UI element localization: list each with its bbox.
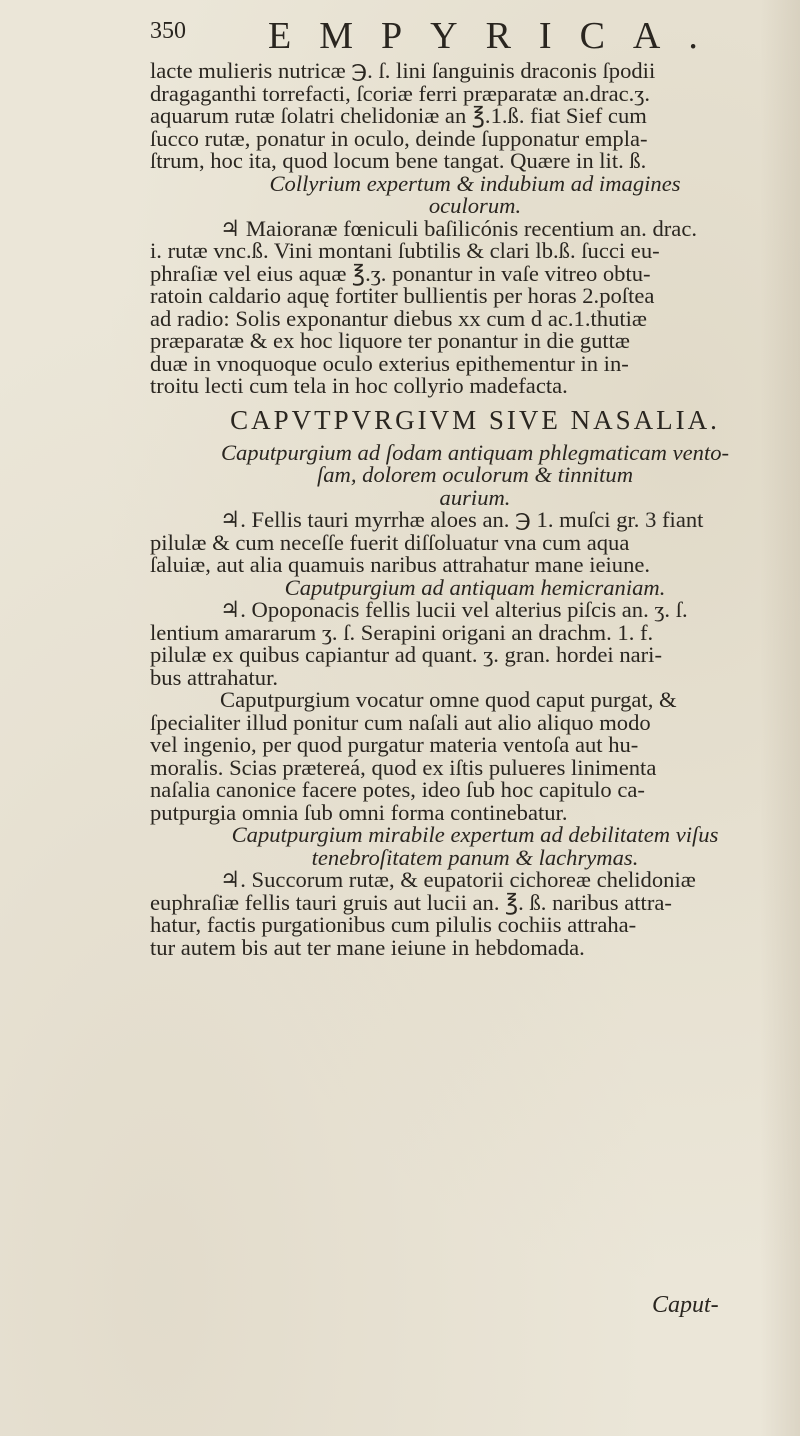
text-line: duæ in vnoquoque oculo exterius epithementur in in- (150, 350, 629, 376)
text-line: putpurgia omnia ſub omni forma continebatur. (150, 799, 568, 825)
italic-heading-line: oculorum. (428, 193, 522, 218)
text-line: ſtrum, hoc ita, quod locum bene tangat. Quære in lit. ß. (150, 148, 647, 173)
text-line: ſpecialiter illud ponitur cum naſali aut alio aliquo modo (150, 709, 651, 735)
text-line: i. rutæ vnc.ß. Vini montani ſubtilis & clari lb.ß. ſucci eu- (150, 238, 660, 263)
chapter-heading: CAPVTPVRGIVM SIVE NASALIA. (230, 404, 720, 435)
text-line: præparatæ & ex hoc liquore ter ponantur in die guttæ (150, 328, 631, 353)
recipe-start-line: ♃ Maioranæ fœniculi baſilicónis recentium an. drac. (220, 215, 698, 241)
italic-heading-line: Caputpurgium mirabile expertum ad debilitatem viſus (231, 822, 719, 847)
text-line: bus attrahatur. (150, 664, 278, 690)
text-line: pilulæ ex quibus capiantur ad quant. ʒ. gran. hordei nari- (150, 642, 662, 667)
text-line: troitu lecti cum tela in hoc collyrio madefacta. (150, 373, 568, 398)
text-line: ad radio: Solis exponantur diebus xx cum d ac.1.thutiæ (150, 305, 647, 331)
text-line: aquarum rutæ ſolatri chelidoniæ an ℥.1.ß. fiat Sief cum (150, 103, 647, 128)
recipe-start-line: Caputpurgium vocatur omne quod caput purgat, & (220, 687, 677, 712)
italic-heading-line: Caputpurgium ad ſodam antiquam phlegmaticam vento- (220, 439, 730, 465)
italic-heading-line: aurium. (439, 484, 511, 510)
italic-heading-line: Collyrium expertum & indubium ad imagines (269, 170, 681, 196)
italic-heading-line: tenebroſitatem panum & lachrymas. (311, 844, 639, 870)
text-block (150, 60, 800, 959)
text-line: lentium amararum ʒ. ſ. Serapini origani an drachm. 1. f. (150, 619, 654, 645)
text-line: euphraſiæ fellis tauri gruis aut lucii an. ℥. ß. naribus attra- (150, 889, 672, 915)
text-line: lacte mulieris nutricæ ℈. ſ. lini ſanguinis draconis ſpodii (150, 58, 656, 83)
running-head: EMPYRICA. (268, 15, 726, 57)
text-line: vel ingenio, per quod purgatur materia ventoſa aut hu- (150, 732, 639, 757)
text-line: hatur, factis purgationibus cum pilulis cochiis attraha- (150, 912, 637, 937)
text-line: phraſiæ vel eius aquæ ℥.ʒ. ponantur in vaſe vitreo obtu- (150, 260, 651, 286)
text-line: moralis. Scias prætereá, quod ex iſtis pulueres linimenta (150, 754, 657, 780)
recipe-start-line: ♃. Succorum rutæ, & eupatorii cichoreæ chelidoniæ (220, 867, 696, 892)
recipe-start-line: ♃. Opoponacis fellis lucii vel alterius piſcis an. ʒ. ſ. (220, 597, 688, 622)
text-line: naſalia canonice facere potes, ideo ſub hoc capitulo ca- (150, 777, 645, 802)
text-line: pilulæ & cum neceſſe fuerit diſſoluatur vna cum aqua (150, 529, 630, 555)
catchword: Caput- (652, 1292, 719, 1318)
text-line: ratoin caldario aquę fortiter bullientis per horas 2.poſtea (150, 283, 655, 308)
italic-heading-line: Caputpurgium ad antiquam hemicraniam. (284, 574, 666, 600)
text-line: tur autem bis aut ter mane ieiune in hebdomada. (150, 934, 585, 960)
text-line: dragaganthi torrefacti, ſcoriæ ferri præparatæ an.drac.ʒ. (150, 80, 650, 106)
text-line: ſaluiæ, aut alia quamuis naribus attrahatur mane ieiune. (150, 552, 651, 577)
page-header (150, 14, 790, 58)
text-line: ſucco rutæ, ponatur in oculo, deinde ſupponatur empla- (150, 125, 648, 151)
italic-heading-line: ſam, dolorem oculorum & tinnitum (316, 462, 634, 487)
recipe-start-line: ♃. Fellis tauri myrrhæ aloes an. ℈ 1. muſci gr. 3 fiant (220, 507, 704, 532)
page-number: 350 (150, 18, 186, 44)
